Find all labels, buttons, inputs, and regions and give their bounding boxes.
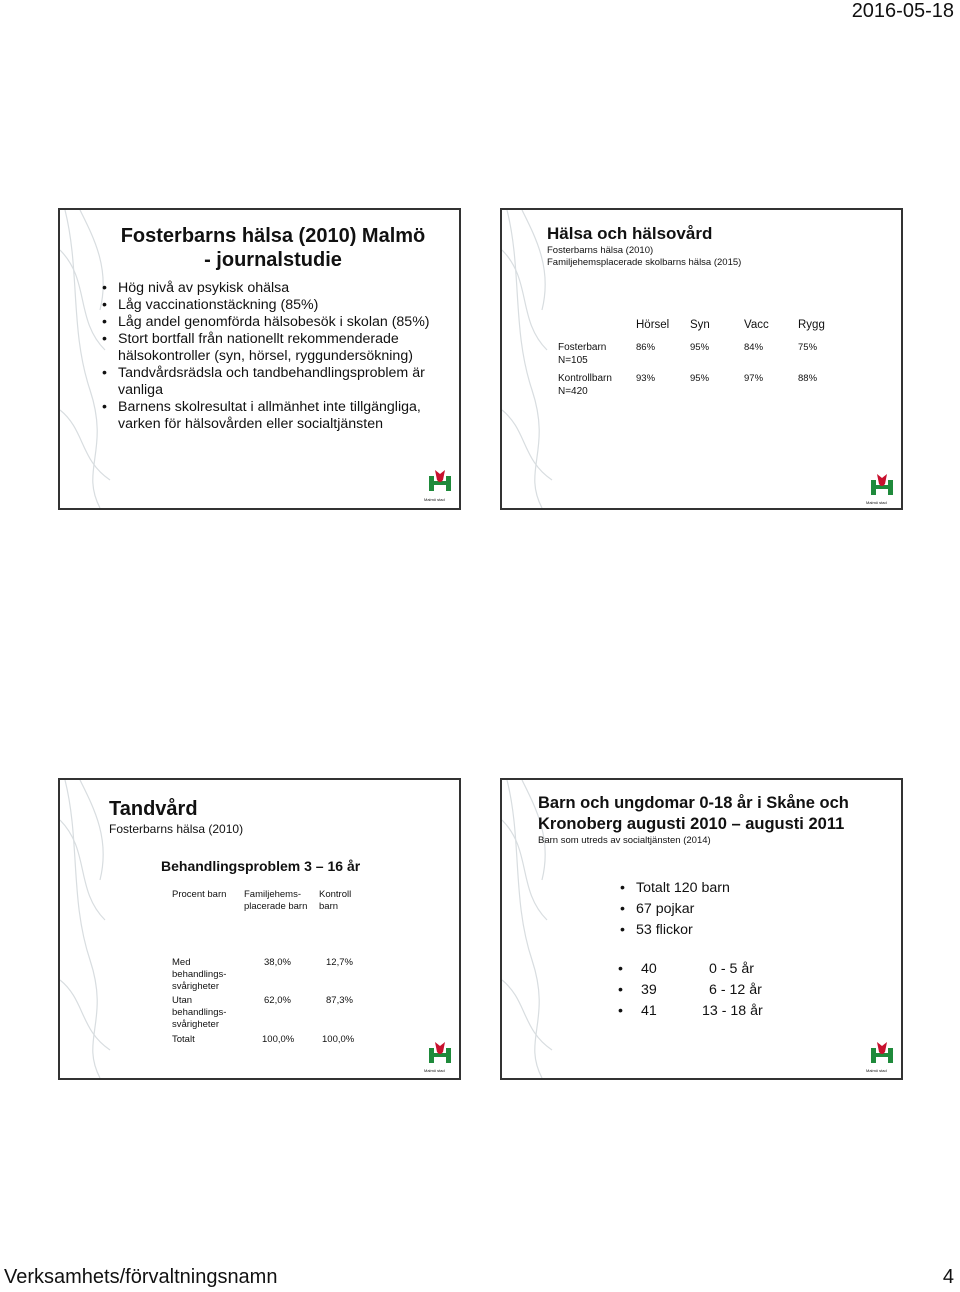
age-count: 39: [641, 982, 657, 998]
age-count: 41: [641, 1003, 657, 1019]
row-label: Fosterbarn: [558, 342, 607, 353]
slide-title: Fosterbarns hälsa (2010) Malmö: [120, 225, 426, 247]
table-heading: Behandlingsproblem 3 – 16 år: [161, 858, 361, 874]
age-range: 0 - 5 år: [709, 961, 754, 977]
list-item: • Barnens skolresultat i allmänhet inte tillgängliga, varken för hälsovården eller socialtjänsten: [100, 399, 440, 433]
column-header: barn: [319, 901, 339, 912]
logo-caption: Malmö stad: [424, 497, 445, 502]
table-cell: 100,0%: [322, 1034, 355, 1045]
page-number: 4: [942, 1266, 954, 1288]
table-cell: 87,3%: [326, 995, 353, 1006]
row-label: svårigheter: [172, 1019, 219, 1030]
list-item: • Hög nivå av psykisk ohälsa: [100, 280, 440, 297]
slide-title: Barn och ungdomar 0-18 år i Skåne och: [538, 794, 849, 812]
age-bullet: •: [618, 961, 623, 977]
slide-title: Hälsa och hälsovård: [547, 224, 713, 243]
list-item: • Totalt 120 barn: [618, 878, 730, 899]
column-header: Rygg: [798, 319, 825, 331]
list-item: • Låg andel genomförda hälsobesök i skolan (85%): [100, 314, 440, 331]
table-cell: 95%: [690, 373, 710, 384]
row-label: Totalt: [172, 1034, 195, 1045]
column-header: Kontroll: [319, 889, 352, 900]
table-cell: 84%: [744, 342, 764, 353]
slide-subtitle: Barn som utreds av socialtjänsten (2014): [538, 835, 711, 846]
age-range: 6 - 12 år: [709, 982, 762, 998]
table-cell: 95%: [690, 342, 710, 353]
row-label: behandlings-: [172, 969, 227, 980]
list-item: • 53 flickor: [618, 920, 730, 941]
row-label: Kontrollbarn: [558, 373, 612, 384]
table-cell: 93%: [636, 373, 656, 384]
list-item: • Tandvårdsrädsla och tandbehandlingsproblem är vanliga: [100, 365, 440, 399]
row-n: N=420: [558, 386, 588, 397]
list-item: • Stort bortfall från nationellt rekommenderade hälsokontroller (syn, hörsel, ryggundersökning): [100, 331, 440, 365]
table-cell: 88%: [798, 373, 818, 384]
slide-halsa-halsovard: [500, 208, 903, 510]
age-range: 13 - 18 år: [702, 1003, 763, 1019]
row-label: behandlings-: [172, 1007, 227, 1018]
column-header: Vacc: [744, 319, 769, 331]
row-label: svårigheter: [172, 981, 219, 992]
bullet-list: [100, 280, 440, 433]
slide-title-line2: - journalstudie: [204, 249, 342, 271]
age-bullet: •: [618, 1003, 623, 1019]
column-header: Syn: [690, 319, 710, 331]
logo-caption: Malmö stad: [866, 1068, 887, 1073]
malmo-logo: [869, 1040, 895, 1070]
row-label: Med: [172, 957, 191, 968]
list-item: • 67 pojkar: [618, 899, 730, 920]
table-cell: 100,0%: [262, 1034, 295, 1045]
slide-subtitle: Fosterbarns hälsa (2010): [109, 822, 244, 836]
age-count: 40: [641, 961, 657, 977]
slide-subtitle: Familjehemsplacerade skolbarns hälsa (2015): [547, 257, 742, 268]
slide-barn-ungdomar: [500, 778, 903, 1080]
column-header: Hörsel: [636, 319, 670, 331]
list-item: • Låg vaccinationstäckning (85%): [100, 297, 440, 314]
column-header: placerade barn: [244, 901, 308, 912]
logo-caption: Malmö stad: [866, 500, 887, 505]
table-cell: 86%: [636, 342, 656, 353]
table-cell: 75%: [798, 342, 818, 353]
age-bullet: •: [618, 982, 623, 998]
slide-journalstudie: [58, 208, 461, 510]
footer-org: Verksamhets/förvaltningsnamn: [4, 1266, 278, 1288]
row-n: N=105: [558, 355, 588, 366]
table-cell: 62,0%: [264, 995, 291, 1006]
bullet-list: [618, 878, 730, 941]
column-header: Procent barn: [172, 889, 227, 900]
table-cell: 97%: [744, 373, 764, 384]
malmo-logo: [869, 472, 895, 502]
malmo-logo: [427, 468, 453, 498]
malmo-logo: [427, 1040, 453, 1070]
header-date: 2016-05-18: [851, 0, 954, 22]
slide-tandvard: [58, 778, 461, 1080]
slide-title-line2: Kronoberg augusti 2010 – augusti 2011: [538, 815, 845, 833]
row-label: Utan: [172, 995, 193, 1006]
slide-subtitle: Fosterbarns hälsa (2010): [547, 245, 654, 256]
column-header: Familjehems-: [244, 889, 302, 900]
logo-caption: Malmö stad: [424, 1068, 445, 1073]
table-cell: 38,0%: [264, 957, 291, 968]
slide-title: Tandvård: [109, 798, 198, 820]
table-cell: 12,7%: [326, 957, 353, 968]
